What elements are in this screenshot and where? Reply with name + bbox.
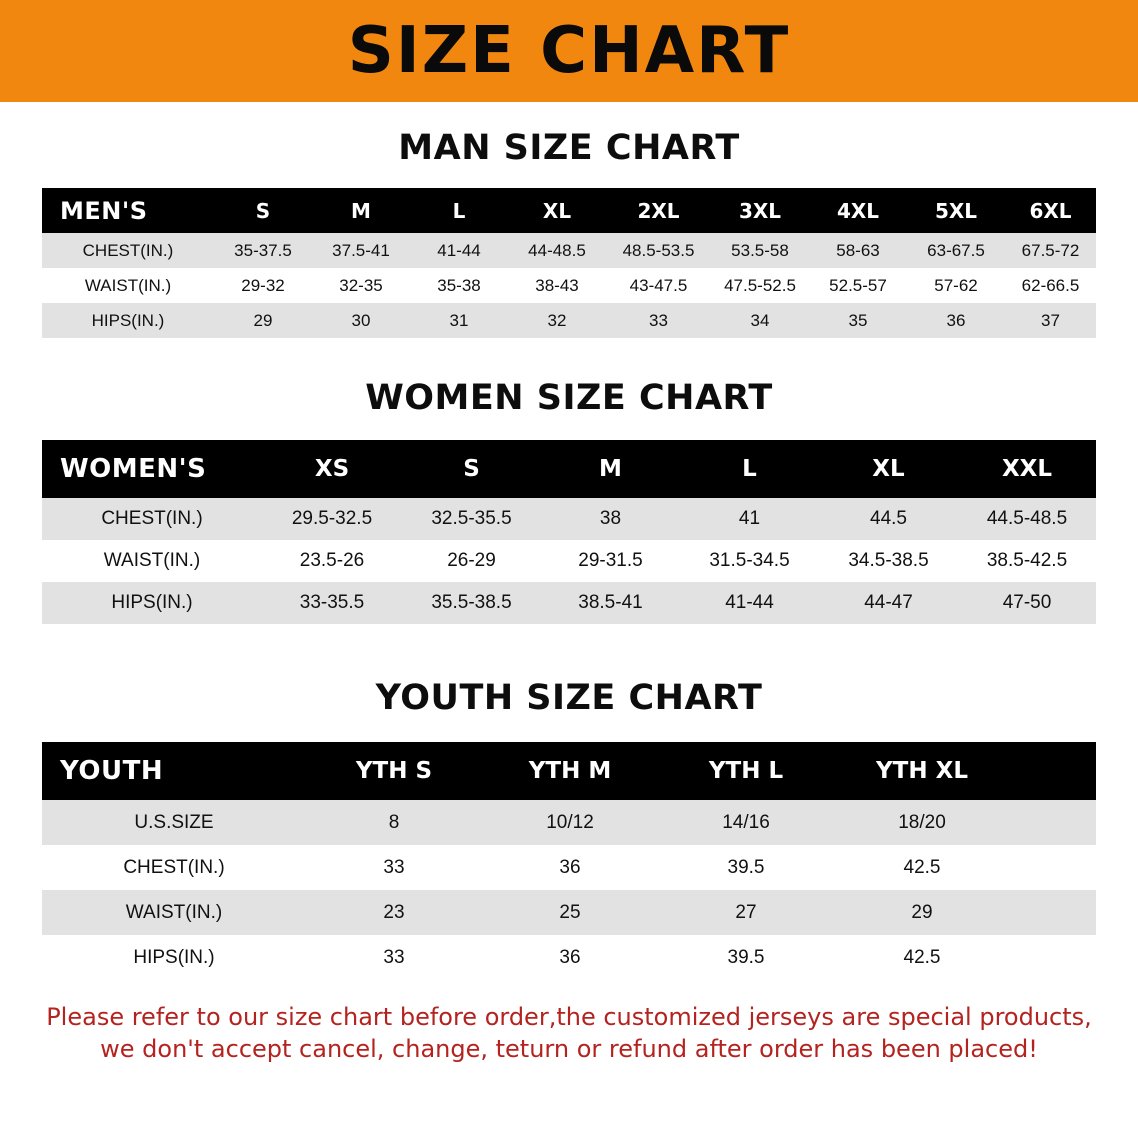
youth-r1-spacer [1010,845,1096,890]
women-r0-c0: 29.5-32.5 [262,498,402,540]
women-r1-c1: 26-29 [402,540,541,582]
men-col-1: M [312,188,410,233]
men-col-2: L [410,188,508,233]
women-r1-c0: 23.5-26 [262,540,402,582]
youth-r3-c0: 33 [306,935,482,980]
table-row [42,268,1096,303]
women-r2-c3: 41-44 [680,582,819,624]
women-table-wrapper [42,440,1096,624]
men-r1-c0: 29-32 [214,268,312,303]
women-row-2-label: HIPS(IN.) [42,582,262,624]
men-r1-c5: 47.5-52.5 [711,268,809,303]
table-header-row [42,188,1096,233]
men-r2-c0: 29 [214,303,312,338]
women-col-5: XXL [958,440,1096,498]
men-col-0: S [214,188,312,233]
women-r2-c1: 35.5-38.5 [402,582,541,624]
men-r0-c8: 67.5-72 [1005,233,1096,268]
youth-r2-c1: 25 [482,890,658,935]
men-r2-c7: 36 [907,303,1005,338]
table-row [42,498,1096,540]
women-r1-c2: 29-31.5 [541,540,680,582]
women-r0-c1: 32.5-35.5 [402,498,541,540]
youth-r3-c3: 42.5 [834,935,1010,980]
table-header-row [42,440,1096,498]
youth-col-1: YTH M [482,742,658,800]
men-size-table [42,188,1096,338]
men-r0-c1: 37.5-41 [312,233,410,268]
youth-col-2: YTH L [658,742,834,800]
men-r2-c8: 37 [1005,303,1096,338]
men-r0-c2: 41-44 [410,233,508,268]
men-r2-c2: 31 [410,303,508,338]
men-col-5: 3XL [711,188,809,233]
men-r0-c4: 48.5-53.5 [606,233,711,268]
men-r0-c6: 58-63 [809,233,907,268]
women-r0-c4: 44.5 [819,498,958,540]
youth-row-2-label: WAIST(IN.) [42,890,306,935]
women-corner-label: WOMEN'S [42,440,262,498]
youth-r3-c1: 36 [482,935,658,980]
men-r1-c4: 43-47.5 [606,268,711,303]
men-r2-c5: 34 [711,303,809,338]
men-col-3: XL [508,188,606,233]
disclaimer-line-2: we don't accept cancel, change, teturn or refund after order has been placed! [100,1034,1038,1063]
women-r2-c0: 33-35.5 [262,582,402,624]
men-r2-c1: 30 [312,303,410,338]
women-col-2: M [541,440,680,498]
youth-table-wrapper [42,742,1096,980]
men-r1-c1: 32-35 [312,268,410,303]
men-r2-c6: 35 [809,303,907,338]
women-r2-c5: 47-50 [958,582,1096,624]
youth-r1-c1: 36 [482,845,658,890]
men-r1-c8: 62-66.5 [1005,268,1096,303]
women-col-3: L [680,440,819,498]
women-r0-c3: 41 [680,498,819,540]
women-r2-c4: 44-47 [819,582,958,624]
men-r1-c3: 38-43 [508,268,606,303]
men-r0-c0: 35-37.5 [214,233,312,268]
banner [0,0,1138,102]
men-r1-c2: 35-38 [410,268,508,303]
men-r1-c6: 52.5-57 [809,268,907,303]
table-row [42,890,1096,935]
women-r0-c2: 38 [541,498,680,540]
men-r2-c3: 32 [508,303,606,338]
youth-r2-c0: 23 [306,890,482,935]
youth-r0-c0: 8 [306,800,482,845]
youth-col-spacer [1010,742,1096,800]
youth-row-1-label: CHEST(IN.) [42,845,306,890]
men-row-2-label: HIPS(IN.) [42,303,214,338]
youth-section-title: YOUTH SIZE CHART [375,678,763,718]
men-r0-c7: 63-67.5 [907,233,1005,268]
youth-r1-c0: 33 [306,845,482,890]
men-col-7: 5XL [907,188,1005,233]
man-table-wrapper [42,188,1096,338]
youth-col-0: YTH S [306,742,482,800]
men-r1-c7: 57-62 [907,268,1005,303]
youth-r3-c2: 39.5 [658,935,834,980]
men-r0-c5: 53.5-58 [711,233,809,268]
youth-r2-c3: 29 [834,890,1010,935]
youth-r0-c1: 10/12 [482,800,658,845]
table-row [42,540,1096,582]
women-col-1: S [402,440,541,498]
women-col-4: XL [819,440,958,498]
women-row-0-label: CHEST(IN.) [42,498,262,540]
youth-r0-spacer [1010,800,1096,845]
youth-row-3-label: HIPS(IN.) [42,935,306,980]
table-row [42,582,1096,624]
youth-r2-c2: 27 [658,890,834,935]
women-section-title: WOMEN SIZE CHART [365,378,773,418]
youth-col-3: YTH XL [834,742,1010,800]
women-r1-c3: 31.5-34.5 [680,540,819,582]
men-r2-c4: 33 [606,303,711,338]
youth-r1-c2: 39.5 [658,845,834,890]
youth-r0-c2: 14/16 [658,800,834,845]
women-col-0: XS [262,440,402,498]
disclaimer-line-1: Please refer to our size chart before order,the customized jerseys are special products, [46,1003,1092,1031]
men-corner-label: MEN'S [42,188,214,233]
women-size-table [42,440,1096,624]
women-r2-c2: 38.5-41 [541,582,680,624]
table-row [42,233,1096,268]
youth-r1-c3: 42.5 [834,845,1010,890]
youth-r2-spacer [1010,890,1096,935]
youth-row-0-label: U.S.SIZE [42,800,306,845]
youth-r3-spacer [1010,935,1096,980]
table-header-row [42,742,1096,800]
table-row [42,845,1096,890]
youth-size-table [42,742,1096,980]
table-row [42,935,1096,980]
women-r0-c5: 44.5-48.5 [958,498,1096,540]
man-section-title: MAN SIZE CHART [398,128,740,168]
women-r1-c4: 34.5-38.5 [819,540,958,582]
men-col-8: 6XL [1005,188,1096,233]
men-row-0-label: CHEST(IN.) [42,233,214,268]
women-row-1-label: WAIST(IN.) [42,540,262,582]
youth-r0-c3: 18/20 [834,800,1010,845]
page-title: SIZE CHART [347,14,791,88]
men-col-6: 4XL [809,188,907,233]
men-r0-c3: 44-48.5 [508,233,606,268]
women-r1-c5: 38.5-42.5 [958,540,1096,582]
men-col-4: 2XL [606,188,711,233]
table-row [42,303,1096,338]
youth-corner-label: YOUTH [42,742,306,800]
men-row-1-label: WAIST(IN.) [42,268,214,303]
disclaimer-note [40,1002,1098,1065]
table-row [42,800,1096,845]
